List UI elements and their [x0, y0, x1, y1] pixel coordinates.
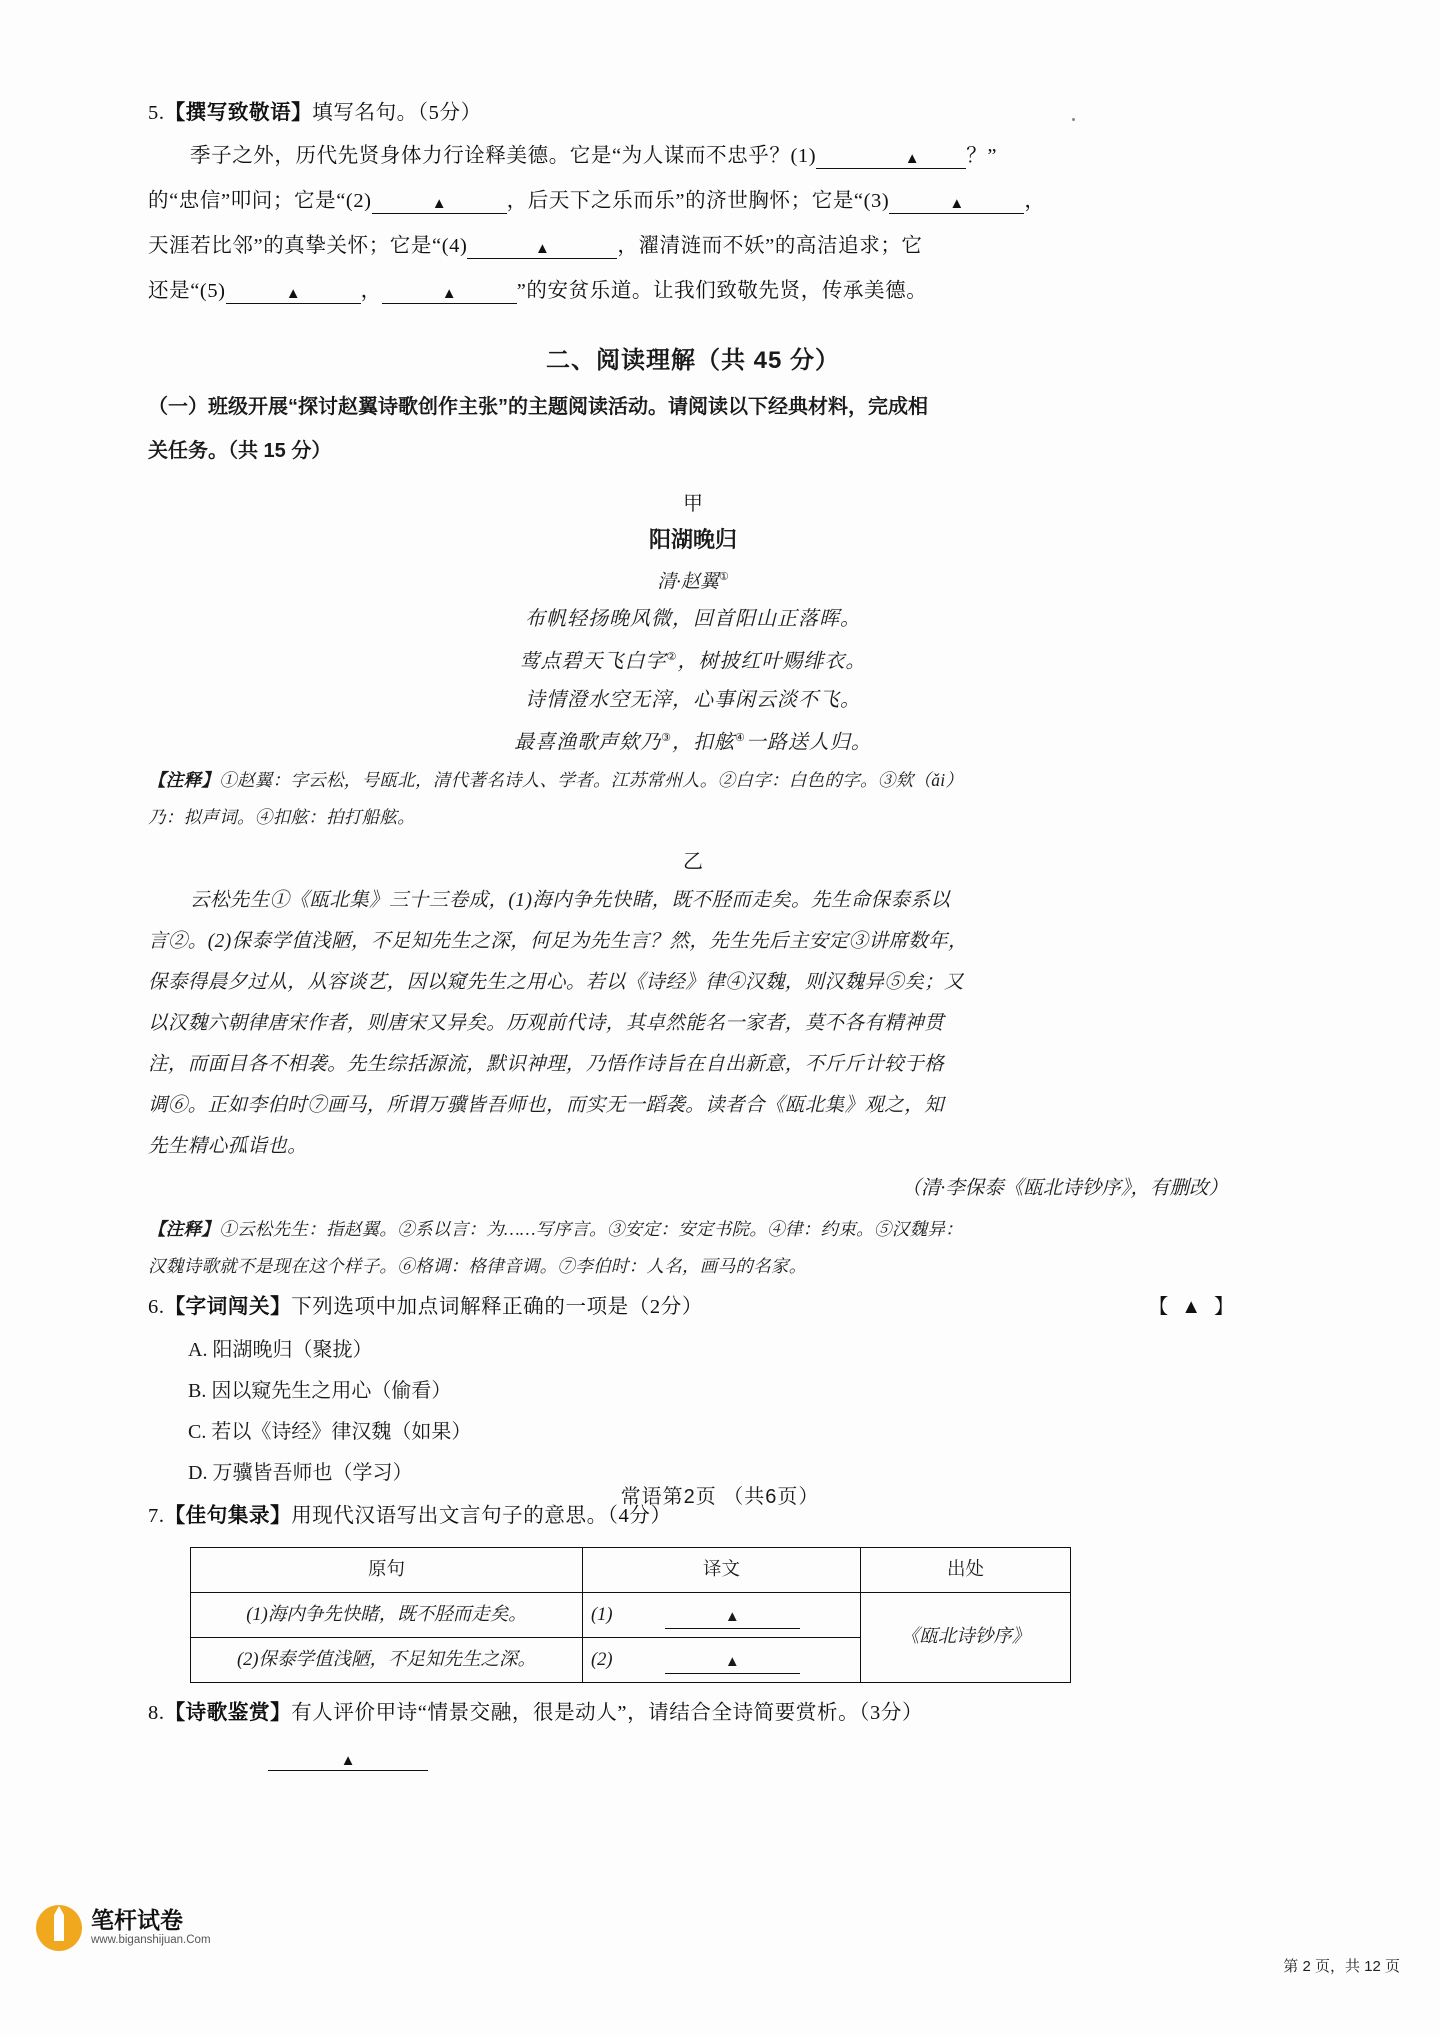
question-8-tag: 【诗歌鉴赏】: [164, 1701, 292, 1724]
table-header-source: 出处: [861, 1547, 1071, 1592]
question-5-heading: [148, 92, 1238, 134]
poem-line-1-text: 布帆轻扬晚风微，回首阳山正落晖。: [525, 608, 861, 631]
yi-prose-line-6: 调⑥。正如李伯时⑦画马，所谓万骥皆吾师也，而实无一蹈袭。读者合《瓯北集》观之，知: [148, 1094, 945, 1116]
jia-annotation-line-1: [148, 762, 1238, 799]
q5-line3-pre: 天涯若比邻”的真挚关怀；它是“: [148, 235, 442, 257]
poem-line-4-tail: ，扣舷: [672, 731, 735, 754]
q5-line4-mid: ，: [360, 280, 382, 302]
pen-icon: [36, 1905, 82, 1951]
poem-line-2-note: ②: [666, 651, 678, 664]
question-8-answer-area: [148, 1736, 1238, 1781]
page-footer-label: 常语第2页 （共6页）: [620, 1486, 820, 1508]
question-5-body-line-4: [148, 269, 1238, 314]
q5-blank-4[interactable]: [467, 236, 617, 259]
table-row: [191, 1592, 1071, 1637]
poem-line-4-note-2: ④: [735, 731, 746, 744]
q5-line2-pre: 的“忠信”叩问；它是“: [148, 190, 346, 212]
poem-line-2-text: 莺点碧天飞白字: [519, 650, 667, 673]
table-cell-translation-2[interactable]: [583, 1637, 861, 1682]
yi-prose-line-2: 言②。(2)保泰学值浅陋，不足知先生之深，何足为先生言？然，先生先后主安定③讲席数年，: [148, 930, 968, 952]
poem-line-3-text: 诗情澄水空无滓，心事闲云淡不飞。: [525, 688, 861, 711]
question-6-heading: [148, 1285, 1238, 1330]
q5-blank-5a[interactable]: [226, 281, 361, 304]
translation-1-blank[interactable]: [665, 1606, 800, 1629]
page-content: [148, 86, 1238, 1781]
translation-2-num: (2): [591, 1649, 613, 1670]
yi-prose-line-7: 先生精心孤诣也。: [148, 1135, 308, 1157]
blank-triangle: ▲: [441, 286, 457, 302]
yi-source: （清·李保泰《瓯北诗钞序》，有删改）: [901, 1177, 1228, 1199]
table-cell-source: 《瓯北诗钞序》: [861, 1592, 1071, 1682]
poem-line-2: [148, 638, 1238, 681]
blank-triangle: ▲: [724, 1653, 740, 1670]
poem-line-4: [148, 719, 1238, 762]
question-7-prompt: 用现代汉语写出文言句子的意思。（4分）: [291, 1504, 672, 1527]
yi-annotation-label: 【注释】: [148, 1218, 220, 1239]
q5-blank-3[interactable]: [889, 191, 1024, 214]
question-8-number: 8.: [148, 1701, 165, 1724]
question-7-tag: 【佳句集录】: [164, 1504, 292, 1527]
q5-blank-2[interactable]: [372, 191, 507, 214]
brand-name: 笔杆试卷: [91, 1907, 183, 1933]
q5-blank-1-num: (1): [790, 145, 817, 167]
q5-blank-5-num: (5): [199, 280, 226, 302]
q5-line4-post: ”的安贫乐道。让我们致敬先贤，传承美德。: [516, 280, 928, 302]
page-indicator: 第 2 页，共 12 页: [1283, 1958, 1400, 1975]
poem-line-4-text: 最喜渔歌声欸乃: [514, 731, 662, 754]
question-6-number: 6.: [148, 1295, 165, 1318]
q5-line4-pre: 还是“: [148, 280, 200, 302]
yi-annotation-text-1: ①云松先生：指赵翼。②系以言：为……写序言。③安定：安定书院。④律：约束。⑤汉魏异：: [219, 1218, 963, 1239]
question-8-heading: [148, 1691, 1238, 1736]
poem-author: [148, 559, 1238, 600]
pen-glyph: [54, 1915, 64, 1941]
question-8-prompt: 有人评价甲诗“情景交融，很是动人”，请结合全诗简要赏析。（3分）: [291, 1701, 924, 1724]
poem-line-2-tail: ，树披红叶赐绯衣。: [677, 650, 867, 673]
q5-line2-post: ，后天下之乐而乐”的济世胸怀；它是“: [506, 190, 864, 212]
poem-line-4-tail-2: 一路送人归。: [745, 731, 872, 754]
question-5-body-line-3: [148, 224, 1238, 269]
poem-line-4-note: ③: [661, 731, 672, 744]
question-6-choice-b[interactable]: B. 因以窥先生之用心（偷看）: [188, 1379, 452, 1402]
material-jia-label: 甲: [683, 493, 703, 515]
question-6-answer-box[interactable]: 【 ▲ 】: [1148, 1295, 1238, 1318]
question-6-choice-a[interactable]: A. 阳湖晚归（聚拢）: [188, 1338, 373, 1361]
q5-text-b: ？”: [966, 145, 998, 167]
table-cell-translation-1[interactable]: [583, 1592, 861, 1637]
yi-annotation-line-2: 汉魏诗歌就不是现在这个样子。⑥格调：格律音调。⑦李伯时：人名，画马的名家。: [148, 1255, 807, 1276]
blank-triangle: ▲: [431, 196, 447, 212]
table-header-row: [191, 1547, 1071, 1592]
question-5-body-line-1: [148, 134, 1238, 179]
q5-blank-2-num: (2): [345, 190, 372, 212]
poem-line-3: [148, 681, 1238, 719]
blank-triangle: ▲: [724, 1608, 740, 1625]
question-7-number: 7.: [148, 1504, 165, 1527]
section-2-intro-line-1: （一）班级开展“探讨赵翼诗歌创作主张”的主题阅读活动。请阅读以下经典材料，完成相: [148, 396, 928, 418]
watermark-brand: [36, 1905, 211, 1951]
section-2-title: 二、阅读理解（共 45 分）: [545, 347, 841, 374]
jia-annotation-text-1: ①赵翼：字云松，号瓯北，清代著名诗人、学者。江苏常州人。②白字：白色的字。③欸（ǎi）: [219, 769, 964, 790]
yi-prose-line-3: 保泰得晨夕过从，从容谈艺，因以窥先生之用心。若以《诗经》律④汉魏，则汉魏异⑤矣；又: [148, 971, 964, 993]
blank-triangle: ▲: [904, 151, 920, 167]
question-5-tag: 【撰写致敬语】: [164, 102, 313, 124]
yi-prose-line-4: 以汉魏六朝律唐宋作者，则唐宋又异矣。历观前代诗，其卓然能名一家者，莫不各有精神贯: [148, 1012, 945, 1034]
translation-2-blank[interactable]: [665, 1651, 800, 1674]
question-8-blank[interactable]: [268, 1748, 428, 1771]
table-header-original: 原句: [191, 1547, 583, 1592]
q5-line3-post: ，濯清涟而不妖”的高洁追求；它: [617, 235, 923, 257]
question-6-choice-d[interactable]: D. 万骥皆吾师也（学习）: [188, 1461, 413, 1484]
jia-annotation-line-2: 乃：拟声词。④扣舷：拍打船舷。: [148, 806, 415, 827]
poem-line-1: [148, 600, 1238, 638]
q5-blank-3-num: (3): [863, 190, 890, 212]
question-6-choice-c[interactable]: C. 若以《诗经》律汉魏（如果）: [188, 1420, 472, 1443]
poem-title: [148, 521, 1238, 559]
material-yi-label: 乙: [683, 850, 703, 873]
poem-author-note: ①: [718, 571, 729, 583]
question-5-number: 5.: [148, 102, 165, 124]
section-2-intro-line-2: 关任务。（共 15 分）: [148, 440, 332, 462]
poem-title-text: 阳湖晚归: [648, 527, 737, 552]
q5-text-a: 季子之外，历代先贤身体力行诠释美德。它是“为人谋而不忠乎？: [190, 145, 791, 167]
yi-prose-line-1: 云松先生①《瓯北集》三十三卷成，(1)海内争先快睹，既不胫而走矣。先生命保泰系以: [190, 889, 951, 911]
question-5-prompt: 填写名句。（5分）: [312, 102, 482, 124]
q5-line2-end: ，: [1024, 190, 1046, 212]
jia-annotation-label: 【注释】: [148, 769, 220, 790]
q5-blank-5b[interactable]: [382, 281, 517, 304]
blank-triangle: ▲: [534, 241, 550, 257]
question-6-tag: 【字词闯关】: [164, 1295, 292, 1318]
yi-annotation-line-1: [148, 1211, 1238, 1248]
blank-triangle: ▲: [949, 196, 965, 212]
blank-triangle: ▲: [285, 286, 301, 302]
poem-author-text: 清·赵翼: [657, 571, 719, 593]
q5-blank-1[interactable]: [816, 146, 966, 169]
question-7-table: [190, 1547, 1071, 1683]
yi-prose-line-5: 注，而面目各不相袭。先生综括源流，默识神理，乃悟作诗旨在自出新意，不斤斤计较于格: [148, 1053, 945, 1075]
question-6-prompt: 下列选项中加点词解释正确的一项是（2分）: [291, 1295, 703, 1318]
translation-1-num: (1): [591, 1604, 613, 1625]
table-cell-original-1: (1)海内争先快睹，既不胫而走矣。: [191, 1592, 583, 1637]
question-5-body-line-2: [148, 179, 1238, 224]
blank-triangle: ▲: [340, 1752, 356, 1769]
brand-url: www.biganshijuan.Com: [91, 1934, 211, 1946]
q5-blank-4-num: (4): [441, 235, 468, 257]
table-header-translation: 译文: [583, 1547, 861, 1592]
table-cell-original-2: (2)保泰学值浅陋，不足知先生之深。: [191, 1637, 583, 1682]
